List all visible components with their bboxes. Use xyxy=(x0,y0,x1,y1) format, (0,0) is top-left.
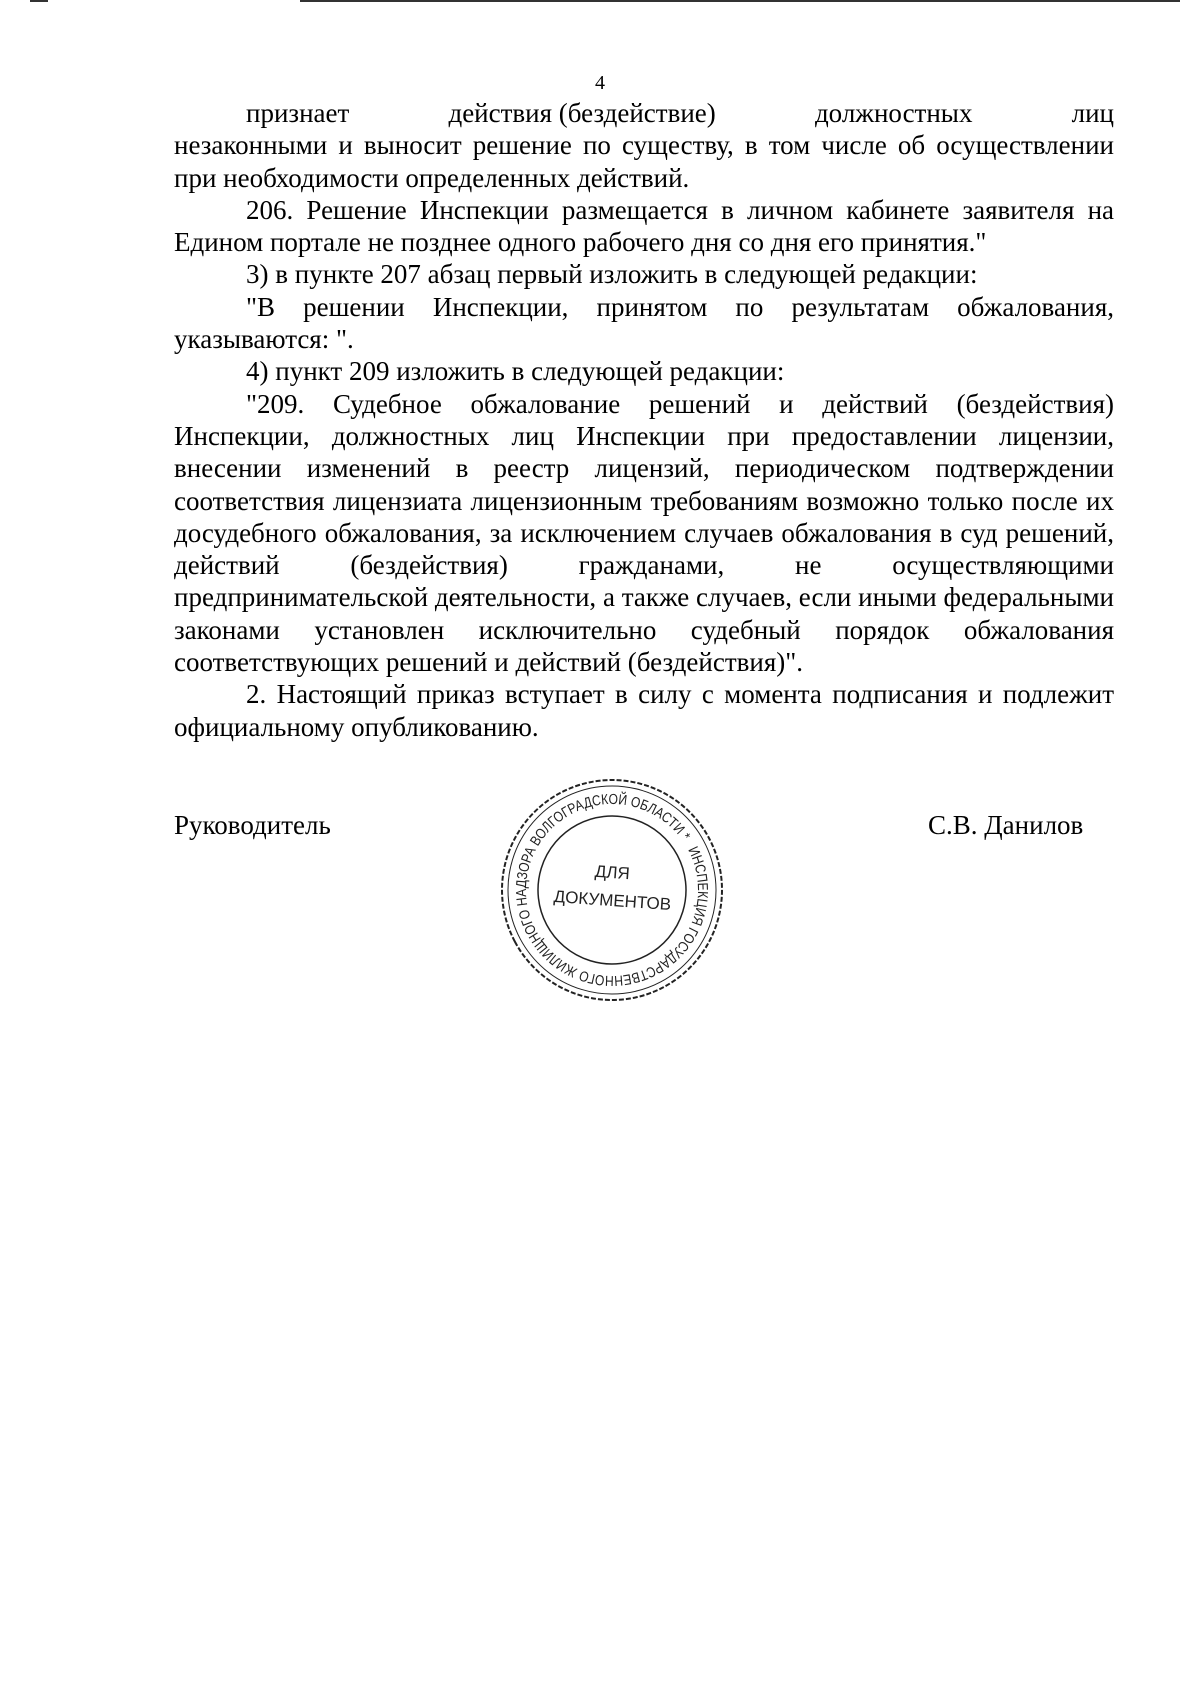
paragraph-207-text: "В решении Инспекции, принятом по результатам обжалования, указываются: ". xyxy=(174,291,1114,355)
document-body xyxy=(174,97,1114,743)
page-number: 4 xyxy=(595,72,605,94)
scan-edge-line xyxy=(300,0,1180,2)
intro-word-2: действия (бездействие) xyxy=(448,98,716,128)
official-stamp xyxy=(496,774,728,1006)
paragraph-item-3: 3) в пункте 207 абзац первый изложить в следующей редакции: xyxy=(246,259,978,290)
intro-word-1: признает xyxy=(246,98,350,128)
stamp-center-line1: ДЛЯ xyxy=(594,861,631,884)
paragraph-206: 206. Решение Инспекции размещается в личном кабинете заявителя на Едином портале не позднее одного рабочего дня со дня его принятия." xyxy=(174,194,1114,258)
paragraph-209: "209. Судебное обжалование решений и действий (бездействия) Инспекции, должностных лиц Инспекции при предоставлении лицензии, внесении изменений в реестр лицензий, периодическом подтверждении соответствия лицензиата лицензионным требованиям возможно только после их досудебного обжалования, за исключением случаев обжалования в суд решений, действий (бездействия) гражданами, не осуществляющими предпринимательской деятельности, а также случаев, если иными федеральными законами установлен исключительно судебный порядок обжалования соответствующих решений и действий (бездействия)". xyxy=(174,388,1114,678)
stamp-center-line2: ДОКУМЕНТОВ xyxy=(553,886,672,915)
scan-edge-mark xyxy=(30,0,48,2)
paragraph-item-4: 4) пункт 209 изложить в следующей редакции: xyxy=(246,356,785,387)
intro-word-4: лиц xyxy=(1071,98,1114,128)
paragraph-continuation: незаконными и выносит решение по существу, в том числе об осуществлении при необходимости определенных действий. xyxy=(174,130,1114,193)
stamp-ring-text: ИНСПЕКЦИЯ ГОСУДАРСТВЕННОГО ЖИЛИЩНОГО НАДЗОРА ВОЛГОГРАДСКОЙ ОБЛАСТИ * xyxy=(513,791,711,989)
intro-word-3: должностных xyxy=(814,98,973,128)
paragraph-order-2: 2. Настоящий приказ вступает в силу с момента подписания и подлежит официальному опубликованию. xyxy=(174,679,1114,742)
signatory-name: С.В. Данилов xyxy=(928,810,1084,840)
intro-line xyxy=(174,97,1114,129)
signatory-title: Руководитель xyxy=(174,810,331,840)
